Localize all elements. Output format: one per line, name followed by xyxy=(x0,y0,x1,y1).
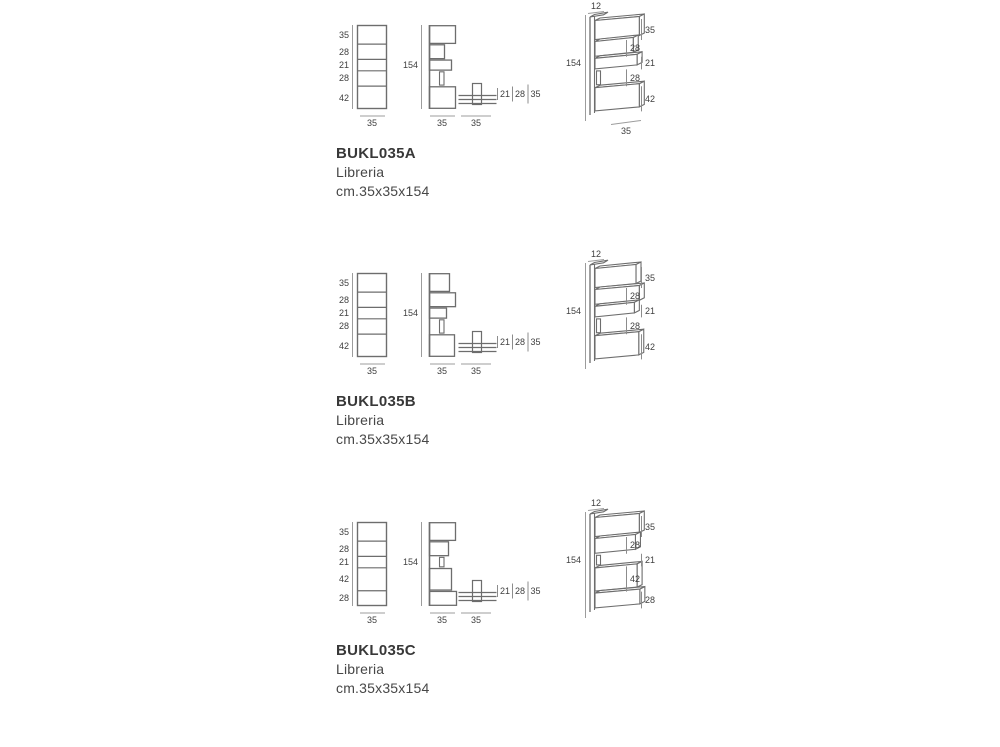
iso-dim-label: 28 xyxy=(630,291,641,302)
top-dim-label: 28 xyxy=(515,89,526,99)
iso-dim-label: 28 xyxy=(630,540,641,551)
front-dim-label: 35 xyxy=(338,29,349,40)
iso-depth-label: 12 xyxy=(590,498,601,508)
front-dim-label: 42 xyxy=(338,340,349,351)
iso-height-label: 154 xyxy=(565,306,581,316)
side-view-drawing xyxy=(430,25,456,109)
top-view-drawing xyxy=(459,84,497,105)
iso-depth-label: 12 xyxy=(590,1,601,11)
front-dim-label: 28 xyxy=(338,543,349,554)
front-dim-label: 28 xyxy=(338,46,349,57)
iso-dim-label: 21 xyxy=(645,58,656,69)
iso-dim-label: 28 xyxy=(630,43,641,54)
product-section xyxy=(0,0,1000,248)
front-dim-label: 21 xyxy=(338,308,349,319)
front-width-label: 35 xyxy=(366,615,377,625)
iso-height-label: 154 xyxy=(565,555,581,565)
front-dim-label: 21 xyxy=(338,557,349,568)
iso-dim-label: 21 xyxy=(645,555,656,566)
product-size: cm.35x35x154 xyxy=(336,182,430,199)
top-dim-label: 28 xyxy=(515,337,526,347)
product-code: BUKL035A xyxy=(336,145,416,162)
top-view-drawing xyxy=(459,581,497,602)
front-width-label: 35 xyxy=(366,118,377,128)
product-code: BUKL035B xyxy=(336,393,416,410)
front-dim-label: 35 xyxy=(338,526,349,537)
iso-dim-label: 35 xyxy=(645,24,656,35)
side-height-label: 154 xyxy=(402,308,418,318)
top-dim-label: 21 xyxy=(500,337,511,347)
top-dim-label: 35 xyxy=(530,89,541,99)
top-width-label: 35 xyxy=(470,615,481,625)
technical-drawing xyxy=(0,0,1000,250)
front-dim-label: 28 xyxy=(338,593,349,604)
technical-drawing xyxy=(0,248,1000,498)
side-width-label: 35 xyxy=(436,366,447,376)
front-dim-label: 28 xyxy=(338,294,349,305)
top-dim-label: 21 xyxy=(500,586,511,596)
product-type: Libreria xyxy=(336,164,385,180)
front-view-drawing xyxy=(358,26,387,109)
front-dim-label: 28 xyxy=(338,321,349,332)
side-height-label: 154 xyxy=(402,557,418,567)
front-width-label: 35 xyxy=(366,366,377,376)
iso-dim-label: 21 xyxy=(645,306,656,317)
iso-view-drawing xyxy=(590,12,644,115)
side-dimension-lines xyxy=(422,522,456,613)
iso-dim-label: 42 xyxy=(645,341,656,352)
side-view-drawing xyxy=(430,273,456,357)
side-view-drawing xyxy=(430,522,457,606)
top-dim-label: 35 xyxy=(530,337,541,347)
product-section xyxy=(0,497,1000,745)
front-view-drawing xyxy=(358,523,387,606)
product-size: cm.35x35x154 xyxy=(336,679,430,696)
top-dim-label: 21 xyxy=(500,89,511,99)
front-dim-label: 42 xyxy=(338,574,349,585)
top-view-drawing xyxy=(459,332,497,353)
top-width-label: 35 xyxy=(470,118,481,128)
front-dim-label: 28 xyxy=(338,73,349,84)
iso-dim-label: 42 xyxy=(645,93,656,104)
iso-depth-label: 12 xyxy=(590,249,601,259)
side-width-label: 35 xyxy=(436,118,447,128)
iso-dim-label: 35 xyxy=(645,272,656,283)
front-dim-label: 42 xyxy=(338,92,349,103)
iso-view-drawing xyxy=(590,509,645,612)
front-dim-label: 35 xyxy=(338,277,349,288)
product-code: BUKL035C xyxy=(336,642,416,659)
product-section xyxy=(0,248,1000,496)
side-width-label: 35 xyxy=(436,615,447,625)
side-height-label: 154 xyxy=(402,60,418,70)
iso-dim-label: 28 xyxy=(645,595,656,605)
front-view-drawing xyxy=(358,274,387,357)
top-dim-label: 35 xyxy=(530,586,541,596)
iso-height-label: 154 xyxy=(565,58,581,68)
product-type: Libreria xyxy=(336,661,385,677)
technical-drawing xyxy=(0,497,1000,747)
iso-width-label: 35 xyxy=(620,126,631,136)
iso-dim-label: 28 xyxy=(630,72,641,83)
iso-dim-label: 35 xyxy=(645,521,656,532)
top-dim-label: 28 xyxy=(515,586,526,596)
product-size: cm.35x35x154 xyxy=(336,430,430,447)
iso-dim-label: 28 xyxy=(630,320,641,331)
product-type: Libreria xyxy=(336,412,385,428)
front-dim-label: 21 xyxy=(338,60,349,71)
iso-dim-label: 42 xyxy=(630,574,641,584)
iso-view-drawing xyxy=(590,260,644,363)
top-width-label: 35 xyxy=(470,366,481,376)
